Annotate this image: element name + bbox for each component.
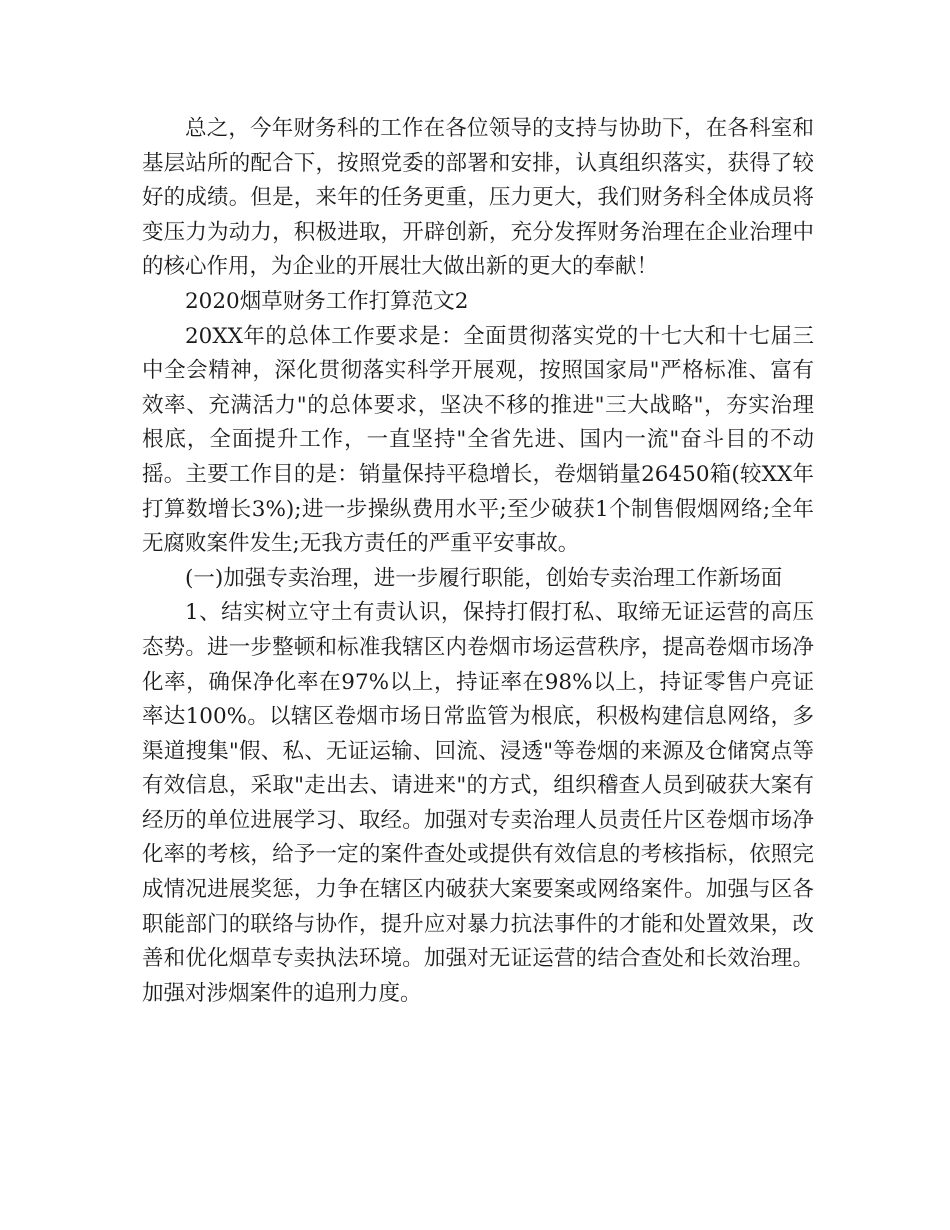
section-title: 2020烟草财务工作打算范文2 [185,288,469,314]
paragraph-overall-requirements: 20XX年的总体工作要求是：全面贯彻落实党的十七大和十七届三中全会精神，深化贯彻落实科学开展观，按照国家局"严格标准、富有效率、充满活力"的总体要求，坚决不移的推进"三大战略"，夯实治理根底，全面提升工作，一直坚持"全省先进、国内一流"奋斗目的不动摇。主要工作目的是：销量保持平稳增长，卷烟销量26450箱(较XX年打算数增长3%);进一步操纵费用水平;至少破获1个制售假烟网络;全年无腐败案件发生;无我方责任的严重平安事故。 [142,323,814,557]
paragraph-item-1: 1、结实树立守土有责认识，保持打假打私、取缔无证运营的高压态势。进一步整顿和标准我辖区内卷烟市场运营秩序，提高卷烟市场净化率，确保净化率在97%以上，持证率在98%以上，持证零售户亮证率达100%。以辖区卷烟市场日常监管为根底，积极构建信息网络，多渠道搜集"假、私、无证运输、回流、浸透"等卷烟的来源及仓储窝点等有效信息，采取"走出去、请进来"的方式，组织稽查人员到破获大案有经历的单位进展学习、取经。加强对专卖治理人员责任片区卷烟市场净化率的考核，给予一定的案件查处或提供有效信息的考核指标，依照完成情况进展奖惩，力争在辖区内破获大案要案或网络案件。加强与区各职能部门的联络与协作，提升应对暴力抗法事件的才能和处置效果，改善和优化烟草专卖执法环境。加强对无证运营的结合查处和长效治理。加强对涉烟案件的追刑力度。 [142,600,814,1006]
paragraph-summary: 总之，今年财务科的工作在各位领导的支持与协助下，在各科室和基层站所的配合下，按照党委的部署和安排，认真组织落实，获得了较好的成绩。但是，来年的任务更重，压力更大，我们财务科全体成员将变压力为动力，积极进取，开辟创新，充分发挥财务治理在企业治理中的核心作用，为企业的开展壮大做出新的更大的奉献！ [142,116,814,280]
section-heading-monopoly-management: (一)加强专卖治理，进一步履行职能，创始专卖治理工作新场面 [185,565,783,591]
document-body [142,112,814,1011]
